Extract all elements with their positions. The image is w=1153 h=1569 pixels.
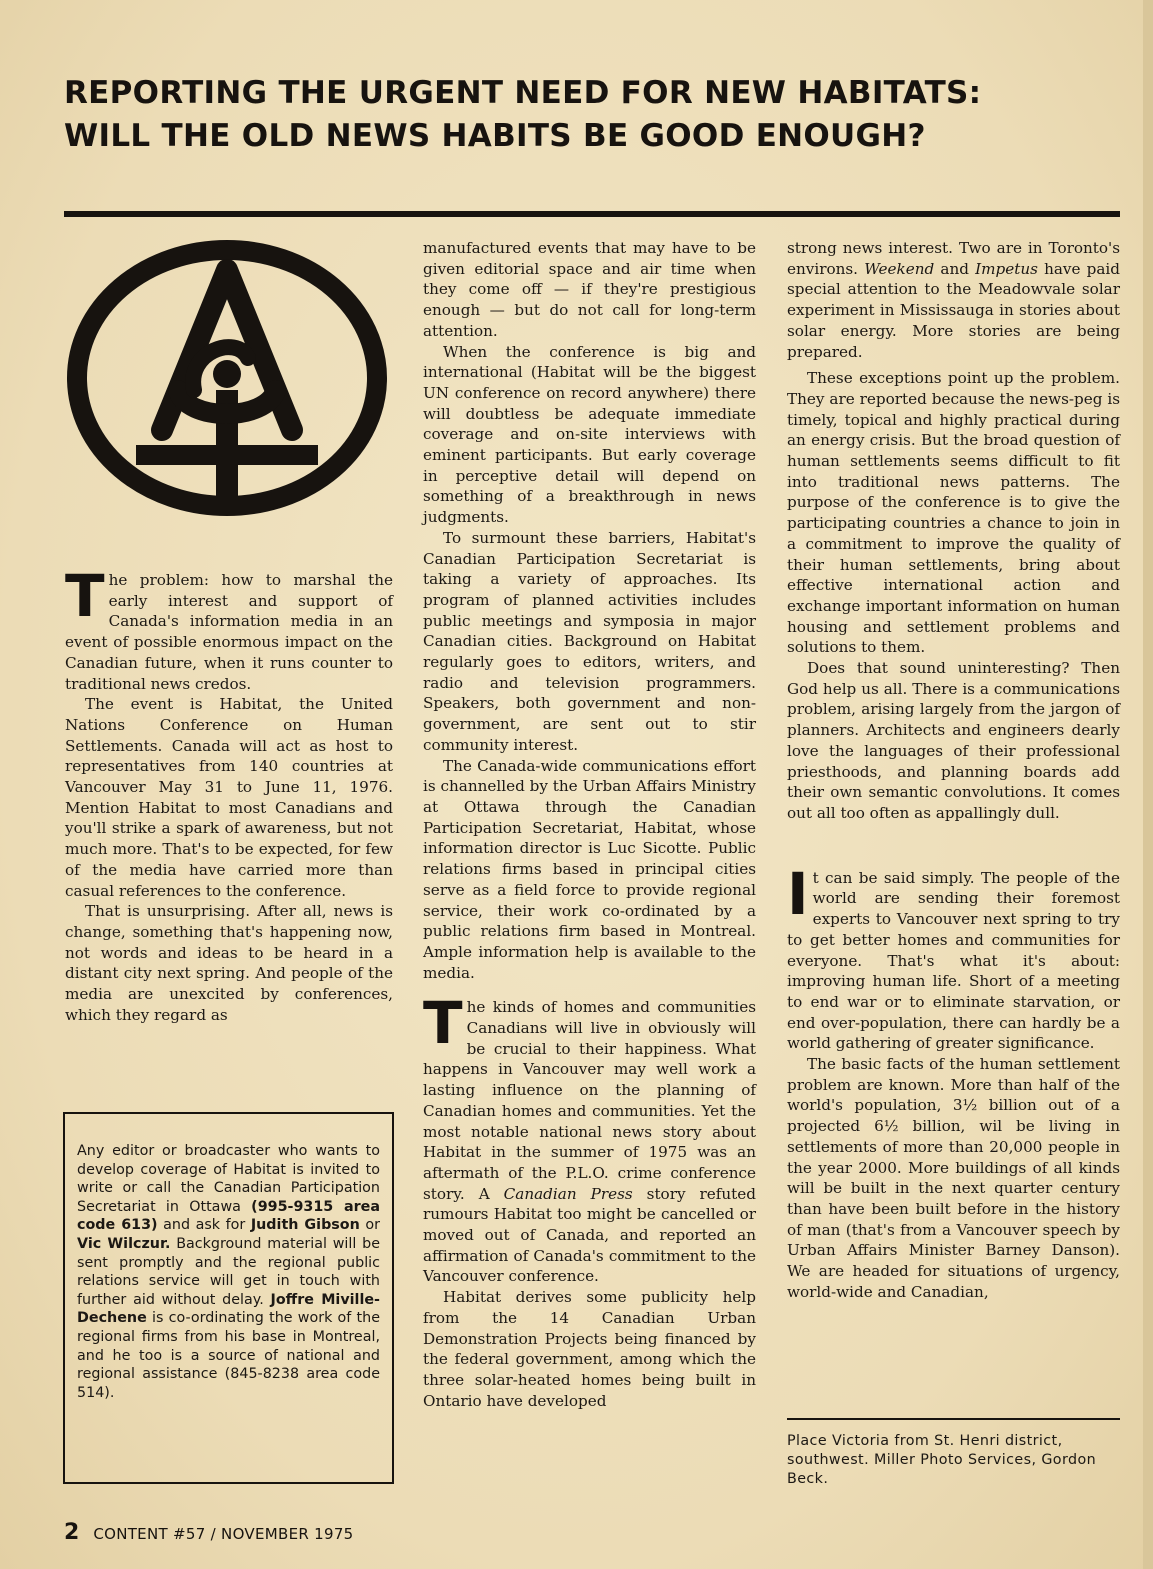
page-number: 2 [64, 1520, 80, 1545]
box-contact-gibson: Judith Gibson [250, 1217, 360, 1234]
col2-p5-italic: Canadian Press [503, 1184, 633, 1203]
headline-line-1: REPORTING THE URGENT NEED FOR NEW HABITATS: [64, 75, 982, 111]
col3-p4-text: t can be said simply. The people of the world are sending their foremost experts to Vancouver next spring to try to get better homes and communities for everyone. That's what it's about: improving human life. Short of a meeting to end war or to eliminate starvation, or end over-population, there can hardly be a world gathering of greater significance. [787, 868, 1120, 1053]
col1-paragraph-3: That is unsurprising. After all, news is change, something that's happening now, not words and ideas to be heard in a distant city next spring. And people of the media are unexcited by conferences, which they regard as [65, 902, 393, 1024]
drop-cap-t-2: T [423, 989, 463, 1058]
col2-paragraph-4: The Canada-wide communications effort is channelled by the Urban Affairs Ministry at Ottawa through the Canadian Participation Secretariat, Habitat, whose information director is Luc Sicotte. Public relations firms based in principal cities serve as a field force to provide regional service, their work co-ordinated by a public relations firm based in Montreal. Ample information help is available to the media. [423, 756, 756, 982]
col1-paragraph-1 [65, 562, 393, 694]
page-edge [1143, 0, 1153, 1569]
col3-paragraph-5: The basic facts of the human settlement problem are known. More than half of the world's population, 3½ billion out of a projected 6½ billion, wil be living in settlements of more than 20,000 people in the year 2000. More buildings of all kinds will be built in the next quarter century than have been built before in the history of man (that's from a Vancouver speech by Urban Affairs Minister Barney Danson). We are headed for situations of urgency, world-wide and Canadian, [787, 1055, 1120, 1301]
page-footer [64, 1520, 354, 1545]
drop-cap-i: I [787, 859, 809, 928]
drop-cap-t: T [65, 562, 105, 630]
col3-paragraph-4 [787, 859, 1120, 1054]
col3-p1-text-c: have paid special attention to the Meadowvale solar experiment in Mississauga in stories about solar energy. More stories are being prepared. [787, 259, 1121, 361]
column-3 [787, 238, 1120, 1302]
col1-p1-text: he problem: how to marshal the early interest and support of Canada's information media in an event of possible enormous impact on the Canadian future, when it runs counter to traditional news credos. [65, 571, 393, 693]
col2-paragraph-6: Habitat derives some publicity help from the 14 Canadian Urban Demonstration Projects being financed by the federal government, among which the three solar-heated homes being built in Ontario have developed [423, 1288, 756, 1410]
column-2 [423, 238, 756, 1411]
col3-paragraph-2: These exceptions point up the problem. They are reported because the news-peg is timely, topical and highly practical during an energy crisis. But the broad question of human settlements seems difficult to fit into traditional news patterns. The purpose of the conference is to give the participating countries a chance to join in a commitment to improve the quality of their human settlements, bring about effective international action and exchange important information on human housing and settlement problems and solutions to them. [787, 369, 1120, 657]
col2-p5-text-b: story refuted rumours Habitat too might be cancelled or moved out of Canada, and reported an affirmation of Canada's commitment to the Vancouver conference. [423, 1184, 756, 1286]
box-text-5: is co-ordinating the work of the regional firms from his base in Montreal, and he too is a source of national and regional assistance (845-8238 area code 514). [77, 1310, 380, 1401]
column-1 [65, 562, 393, 1025]
box-text-3: or [359, 1217, 380, 1234]
col1-paragraph-2: The event is Habitat, the United Nations Conference on Human Settlements. Canada will act as host to representatives from 140 countries at Vancouver May 31 to June 11, 1976. Mention Habitat to most Canadians and you'll strike a spark of awareness, but not much more. That's to be expected, for few of the media have carried more than casual references to the conference. [65, 695, 393, 900]
box-text-2: and ask for [157, 1217, 251, 1234]
col3-p1-text-a: strong news interest. Two are in Toronto's environs. [787, 239, 1120, 278]
habitat-logo-icon [66, 240, 388, 516]
col3-p1-italic-weekend: Weekend [864, 259, 935, 278]
col2-paragraph-5 [423, 989, 756, 1287]
col3-p1-text-b: and [934, 259, 976, 278]
col2-p5-text-a: he kinds of homes and communities Canadians will live in obviously will be crucial to their happiness. What happens in Vancouver may well work a lasting influence on the planning of Canadian homes and communities. Yet the most notable national news story about Habitat in the summer of 1975 was an aftermath of the P.L.O. crime conference story. A [423, 998, 756, 1203]
photo-caption: Place Victoria from St. Henri district, southwest. Miller Photo Services, Gordon Beck. [787, 1433, 1097, 1487]
col3-paragraph-3: Does that sound uninteresting? Then God help us all. There is a communications problem, arising largely from the jargon of planners. Architects and engineers dearly love the languages of their professional priesthoods, and planning boards add their own semantic convolutions. It comes out all too often as appallingly dull. [787, 659, 1120, 822]
col2-paragraph-3: To surmount these barriers, Habitat's Canadian Participation Secretariat is taking a variety of approaches. Its program of planned activities includes public meetings and symposia in major Canadian cities. Background on Habitat regularly goes to editors, writers, and radio and television programmers. Speakers, both government and non-government, are sent out to stir community interest. [423, 528, 756, 754]
col3-paragraph-1 [787, 238, 1120, 362]
headline-line-2: WILL THE OLD NEWS HABITS BE GOOD ENOUGH? [64, 118, 926, 154]
contact-info-box [63, 1112, 394, 1484]
box-text-4: Background material will be sent promptly and the regional public relations service will get in touch with further aid without delay. [77, 1235, 381, 1308]
box-phone-ottawa: (995-9315 area code 613) [77, 1198, 380, 1234]
col2-paragraph-1: manufactured events that may have to be given editorial space and air time when they come off — if they're prestigious enough — but do not call for long-term attention. [423, 239, 756, 340]
box-text-1: Any editor or broadcaster who wants to develop coverage of Habitat is invited to write or call the Canadian Participation Secretariat in Ottawa [77, 1143, 380, 1215]
issue-label: CONTENT #57 / NOVEMBER 1975 [93, 1525, 354, 1543]
col2-paragraph-2: When the conference is big and international (Habitat will be the biggest UN conference on record anywhere) there will doubtless be adequate immediate coverage and on-site interviews with eminent participants. But early coverage in perceptive detail will depend on something of a breakthrough in news judgments. [423, 342, 756, 527]
box-contact-wilczur: Vic Wilczur. [77, 1235, 171, 1252]
col3-p1-italic-impetus: Impetus [975, 259, 1038, 278]
headline-rule [64, 211, 1120, 217]
caption-rule [787, 1418, 1120, 1420]
box-contact-miville: Joffre Miville-Dechene [77, 1291, 380, 1327]
headline [64, 72, 1064, 158]
